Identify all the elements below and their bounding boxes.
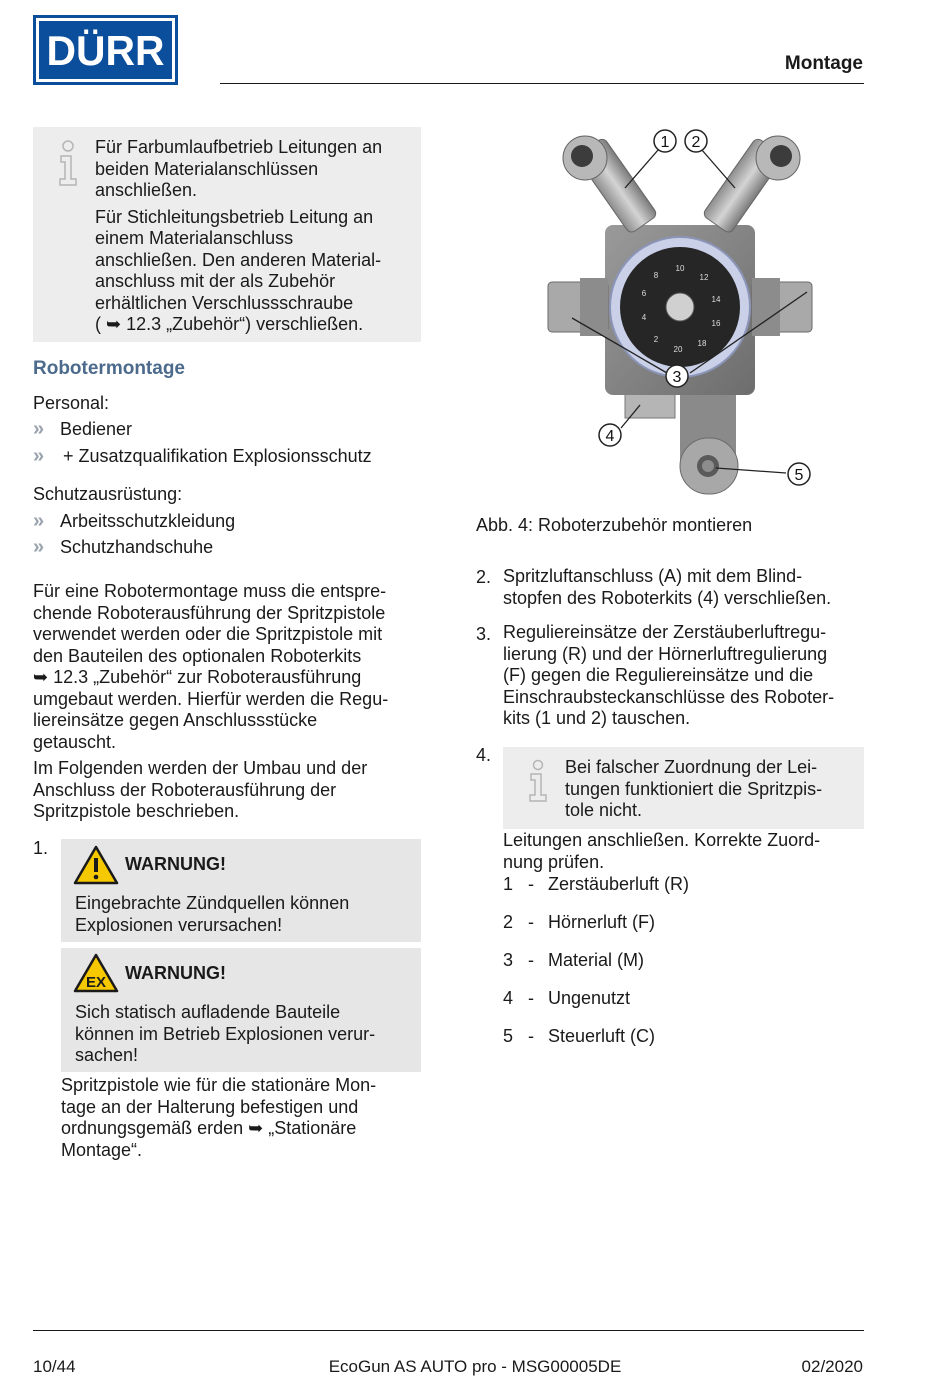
- legend-item: [503, 988, 630, 1010]
- ppe-item: [33, 537, 213, 559]
- duerr-logo: [33, 15, 178, 85]
- legend-text: Material (M): [548, 950, 645, 970]
- personal-item-text: + Zusatzqualifikation Explosionsschutz: [63, 446, 372, 466]
- figure-caption: Abb. 4: Roboterzubehör montieren: [476, 515, 753, 535]
- dial-number: 18: [697, 339, 707, 348]
- warning-text: [75, 893, 349, 936]
- paragraph-line: umgebaut werden. Hierfür werden die Regu-: [33, 688, 389, 709]
- step-line: nung prüfen.: [503, 851, 605, 872]
- dial-number: 6: [641, 289, 647, 298]
- warning-line: können im Betrieb Explosionen verur-: [75, 1023, 376, 1044]
- personal-item: [33, 446, 372, 468]
- paragraph-line: Anschluss der Roboterausführung der: [33, 779, 337, 800]
- legend-number: 4: [503, 988, 514, 1008]
- note-line: tungen funktioniert die Spritzpis-: [565, 778, 823, 799]
- paragraph-line: den Bauteilen des optionalen Roboterkits: [33, 645, 362, 666]
- note-line: beiden Materialanschlüssen: [95, 158, 319, 179]
- warning-box-ignition: [61, 839, 421, 942]
- bullet-icon: »: [33, 445, 42, 467]
- note-line: Für Stichleitungsbetrieb Leitung an: [95, 206, 374, 227]
- legend-item: [503, 912, 655, 934]
- step-line: (F) gegen die Reguliereinsätze und die: [503, 665, 814, 685]
- dial-number: 20: [673, 345, 683, 354]
- bullet-icon: »: [33, 510, 42, 532]
- legend-dash: -: [528, 950, 534, 970]
- ex-warning-icon: [73, 953, 119, 993]
- step-line: Leitungen anschließen. Korrekte Zuord-: [503, 830, 821, 850]
- step-cross-reference[interactable]: ordnungsgemäß erden ➥ „Stationäre: [61, 1118, 357, 1138]
- ex-icon-label: EX: [85, 974, 107, 991]
- figure-callout: 2: [691, 134, 701, 151]
- warning-line: Sich statisch aufladende Bauteile: [75, 1002, 341, 1022]
- legend-text: Hörnerluft (F): [548, 912, 656, 932]
- warning-line: sachen!: [75, 1045, 139, 1065]
- paragraph-line: Spritzpistole beschrieben.: [33, 801, 240, 821]
- legend-item: [503, 874, 689, 896]
- figure-robot-accessory: [530, 120, 830, 500]
- step-line: kits (1 und 2) tauschen.: [503, 708, 691, 728]
- paragraph-line: Im Folgenden werden der Umbau und der: [33, 758, 368, 778]
- warning-triangle-icon: [73, 845, 119, 885]
- step-3-text: [503, 622, 873, 730]
- note-line: tole nicht.: [565, 800, 643, 820]
- step-line: Montage“.: [61, 1139, 143, 1160]
- dial-number: 16: [711, 319, 721, 328]
- note-line: Für Farbumlaufbetrieb Leitungen an: [95, 137, 383, 157]
- paragraph-line: liereinsätze gegen Anschlussstücke: [33, 710, 318, 730]
- note-line: anschluss mit der als Zubehör: [95, 271, 336, 291]
- step-line: tage an der Halterung befestigen und: [61, 1096, 359, 1117]
- legend-number: 2: [503, 912, 514, 932]
- paragraph-line: getauscht.: [33, 731, 117, 752]
- note-line: Bei falscher Zuordnung der Lei-: [565, 757, 818, 777]
- personal-item: [33, 419, 132, 441]
- legend-number: 5: [503, 1026, 514, 1046]
- footer-page-number: 10/44: [33, 1357, 76, 1376]
- warning-title: WARNUNG!: [125, 854, 226, 874]
- step-line: lierung (R) und der Hörnerluftregulierung: [503, 643, 828, 664]
- warning-text: [75, 1002, 375, 1067]
- step-line: Spritzluftanschluss (A) mit dem Blind-: [503, 566, 803, 586]
- footer-divider: [33, 1330, 864, 1331]
- step-1-text: [61, 1075, 421, 1161]
- dial-number: 8: [653, 271, 659, 280]
- footer-date: 02/2020: [801, 1357, 863, 1376]
- legend-number: 1: [503, 874, 514, 894]
- step-number: 1.: [33, 838, 49, 858]
- warning-box-static: [61, 948, 421, 1072]
- note-line: erhältlichen Verschlussschraube: [95, 292, 354, 313]
- info-note-wrong-connection: [503, 747, 864, 829]
- note-cross-reference[interactable]: ( ➥ 12.3 „Zubehör“) verschließen.: [95, 314, 364, 334]
- paragraph-line: chende Roboterausführung der Spritzpistole: [33, 602, 386, 623]
- dial-number: 2: [653, 335, 659, 344]
- subheading-robotermontage: Robotermontage: [33, 358, 185, 379]
- ppe-item: [33, 511, 235, 533]
- legend-dash: -: [528, 912, 534, 932]
- note-line: einem Materialanschluss: [95, 228, 294, 248]
- step-number: 4.: [476, 745, 492, 765]
- legend-item: [503, 1026, 655, 1048]
- step-4-text: [503, 830, 873, 873]
- legend-item: [503, 950, 644, 972]
- intro-paragraph: [33, 581, 433, 823]
- step-line: Reguliereinsätze der Zerstäuberluftregu-: [503, 622, 827, 642]
- figure-callout: 5: [794, 467, 804, 484]
- bullet-icon: »: [33, 536, 42, 558]
- note-line: anschließen. Den anderen Material-: [95, 249, 382, 270]
- legend-dash: -: [528, 988, 534, 1008]
- ppe-item-text: Schutzhandschuhe: [60, 537, 214, 557]
- logo-text: DÜRR: [46, 27, 165, 74]
- legend-text: Steuerluft (C): [548, 1026, 656, 1046]
- warning-line: Explosionen verursachen!: [75, 914, 283, 935]
- paragraph-line: Für eine Robotermontage muss die entspre-: [33, 581, 387, 601]
- info-note: [33, 127, 421, 342]
- step-line: stopfen des Roboterkits (4) verschließen.: [503, 587, 832, 608]
- warning-line: Eingebrachte Zündquellen können: [75, 893, 350, 913]
- legend-text: Zerstäuberluft (R): [548, 874, 690, 894]
- legend-text: Ungenutzt: [548, 988, 631, 1008]
- dial-number: 12: [699, 273, 709, 282]
- step-line: Spritzpistole wie für die stationäre Mon-: [61, 1075, 377, 1095]
- step-line: Einschraubsteckanschlüsse des Roboter-: [503, 686, 835, 707]
- footer-document-id: EcoGun AS AUTO pro - MSG00005DE: [328, 1357, 622, 1376]
- ppe-item-text: Arbeitsschutzkleidung: [60, 511, 236, 531]
- step-2-text: [503, 566, 873, 609]
- info-icon: [525, 759, 551, 803]
- legend-number: 3: [503, 950, 514, 970]
- warning-title: WARNUNG!: [125, 963, 226, 983]
- bullet-icon: »: [33, 418, 42, 440]
- figure-callout: 1: [660, 134, 670, 151]
- step-number: 3.: [476, 624, 492, 644]
- dial-number: 14: [711, 295, 721, 304]
- personal-label: Personal:: [33, 393, 110, 413]
- dial-number: 10: [675, 264, 685, 273]
- ppe-label: Schutzausrüstung:: [33, 484, 183, 504]
- section-title: Montage: [784, 53, 863, 74]
- info-icon: [55, 139, 81, 187]
- paragraph-cross-reference[interactable]: ➥ 12.3 „Zubehör“ zur Roboterausführung: [33, 667, 362, 687]
- legend-dash: -: [528, 874, 534, 894]
- figure-callout: 4: [605, 428, 615, 445]
- dial-number: 4: [641, 313, 647, 322]
- note-line: anschließen.: [95, 180, 198, 200]
- figure-callout: 3: [672, 369, 682, 386]
- personal-item-text: Bediener: [60, 419, 133, 439]
- paragraph-line: verwendet werden oder die Spritzpistole mit: [33, 624, 383, 644]
- header-divider: [220, 83, 864, 84]
- legend-dash: -: [528, 1026, 534, 1046]
- step-number: 2.: [476, 567, 492, 587]
